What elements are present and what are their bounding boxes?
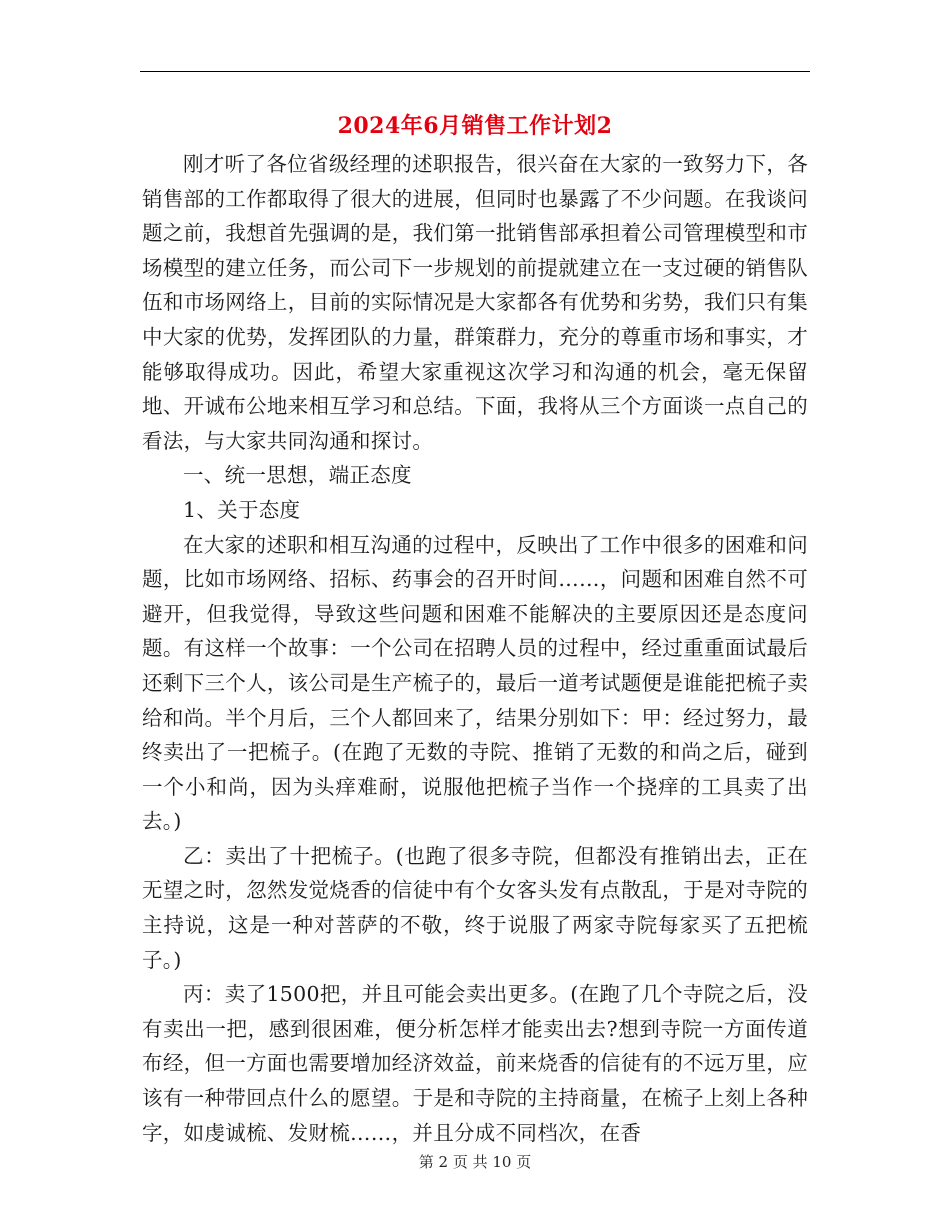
paragraph-story: 在大家的述职和相互沟通的过程中，反映出了工作中很多的困难和问题，比如市场网络、招标、药事会的召开时间……，问题和困难自然不可避开，但我觉得，导致这些问题和困难不能解决的主要原因还是态度问题。有这样一个故事：一个公司在招聘人员的过程中，经过重重面试最后还剩下三个人，该公司是生产梳子的，最后一道考试题便是谁能把梳子卖给和尚。半个月后，三个人都回来了，结果分别如下：甲：经过努力，最终卖出了一把梳子。(在跑了无数的寺院、推销了无数的和尚之后，碰到一个小和尚，因为头痒难耐，说服他把梳子当作一个挠痒的工具卖了出去。) [142,532,808,834]
section-heading: 一、统一思想，端正态度 [183,463,412,488]
subsection-heading: 1、关于态度 [183,497,301,522]
document-title: 2024年6月销售工作计划2 [337,113,613,139]
paragraph-third-person: 丙：卖了1500把，并且可能会卖出更多。(在跑了几个寺院之后，没有卖出一把，感到很困难，便分析怎样才能卖出去?想到寺院一方面传道布经，但一方面也需要增加经济效益，前来烧香的信徒有的不远万里，应该有一种带回点什么的愿望。于是和寺院的主持商量，在梳子上刻上各种字，如虔诚梳、发财梳……，并且分成不同档次，在香 [142,982,808,1145]
page-number-footer: 第 2 页 共 10 页 [418,1153,532,1171]
header-rule [140,71,810,72]
paragraph-second-person: 乙：卖出了十把梳子。(也跑了很多寺院，但都没有推销出去，正在无望之时，忽然发觉烧香的信徒中有个女客头发有点散乱，于是对寺院的主持说，这是一种对菩萨的不敬，终于说服了两家寺院每家买了五把梳子。) [142,843,808,972]
document-body [142,147,808,1150]
paragraph-intro: 刚才听了各位省级经理的述职报告，很兴奋在大家的一致努力下，各销售部的工作都取得了很大的进展，但同时也暴露了不少问题。在我谈问题之前，我想首先强调的是，我们第一批销售部承担着公司管理模型和市场模型的建立任务，而公司下一步规划的前提就建立在一支过硬的销售队伍和市场网络上，目前的实际情况是大家都各有优势和劣势，我们只有集中大家的优势，发挥团队的力量，群策群力，充分的尊重市场和事实，才能够取得成功。因此，希望大家重视这次学习和沟通的机会，毫无保留地、开诚布公地来相互学习和总结。下面，我将从三个方面谈一点自己的看法，与大家共同沟通和探讨。 [142,152,808,453]
